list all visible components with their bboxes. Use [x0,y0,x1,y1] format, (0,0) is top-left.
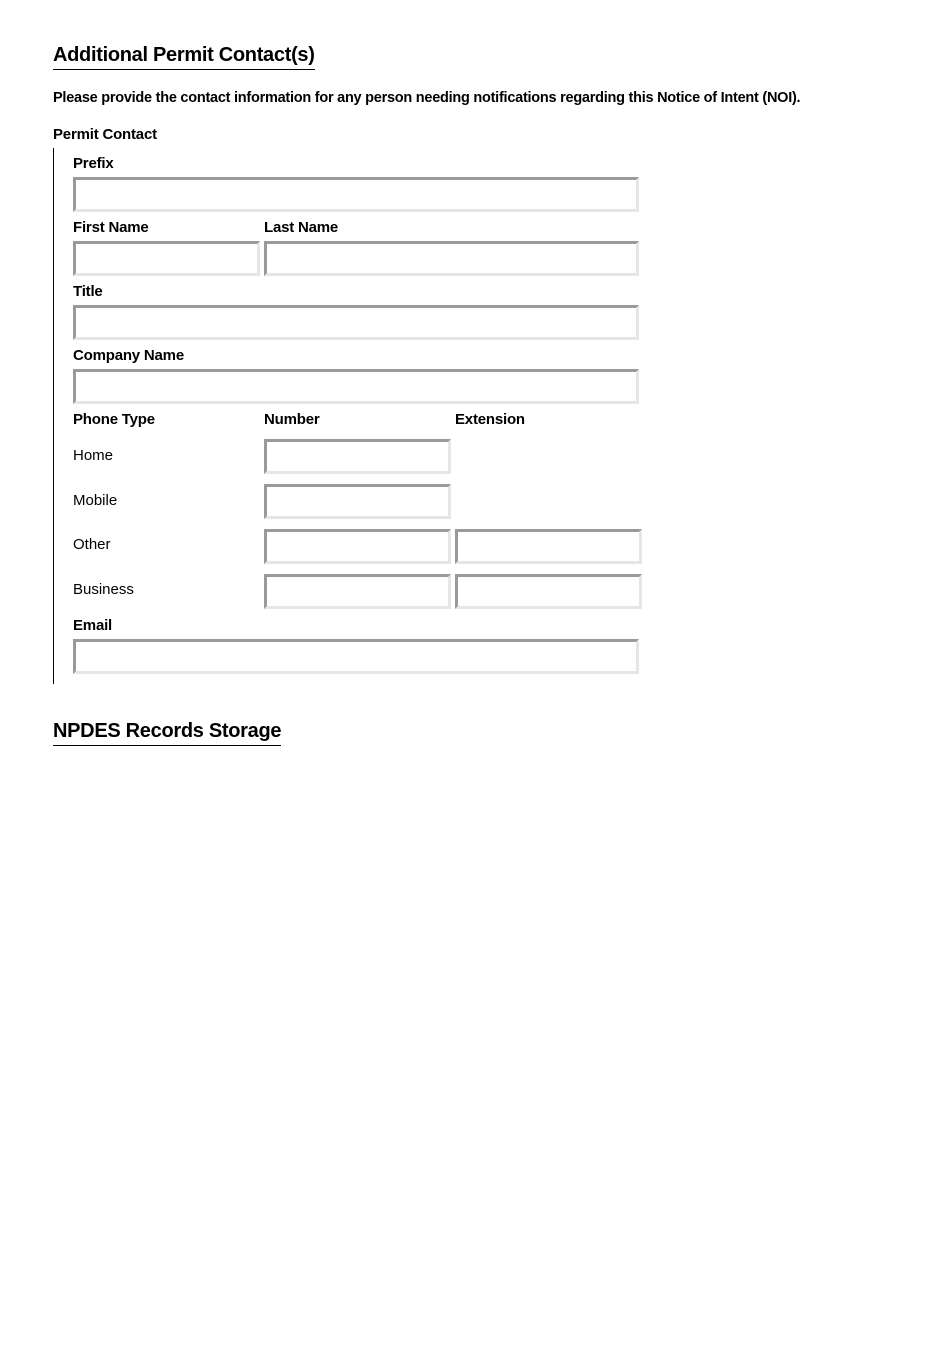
mobile-phone-number-input[interactable] [264,484,451,519]
other-phone-number-input[interactable] [264,529,451,564]
permit-contact-group [53,148,674,684]
permit-contacts-heading: Additional Permit Contact(s) [53,44,315,70]
permit-contact-label: Permit Contact [53,126,157,143]
business-phone-number-input[interactable] [264,574,451,609]
phone-extension-header: Extension [455,411,525,428]
phone-number-header: Number [264,411,320,428]
phone-type-other: Other [73,536,111,553]
first-name-label: First Name [73,219,149,236]
company-name-input[interactable] [73,369,639,404]
email-input[interactable] [73,639,639,674]
permit-contacts-instructions: Please provide the contact information for any person needing notifications regarding this Notice of Intent (NOI). [53,90,801,106]
first-name-input[interactable] [73,241,260,276]
title-label: Title [73,283,103,300]
company-name-label: Company Name [73,347,184,364]
phone-type-mobile: Mobile [73,492,118,509]
home-phone-number-input[interactable] [264,439,451,474]
phone-type-home: Home [73,447,114,464]
other-phone-extension-input[interactable] [455,529,642,564]
prefix-input[interactable] [73,177,639,212]
business-phone-extension-input[interactable] [455,574,642,609]
last-name-label: Last Name [264,219,339,236]
phone-type-business: Business [73,581,134,598]
email-label: Email [73,617,113,634]
records-storage-heading: NPDES Records Storage [53,720,281,746]
last-name-input[interactable] [264,241,639,276]
prefix-label: Prefix [73,155,114,172]
title-input[interactable] [73,305,639,340]
phone-type-header: Phone Type [73,411,155,428]
